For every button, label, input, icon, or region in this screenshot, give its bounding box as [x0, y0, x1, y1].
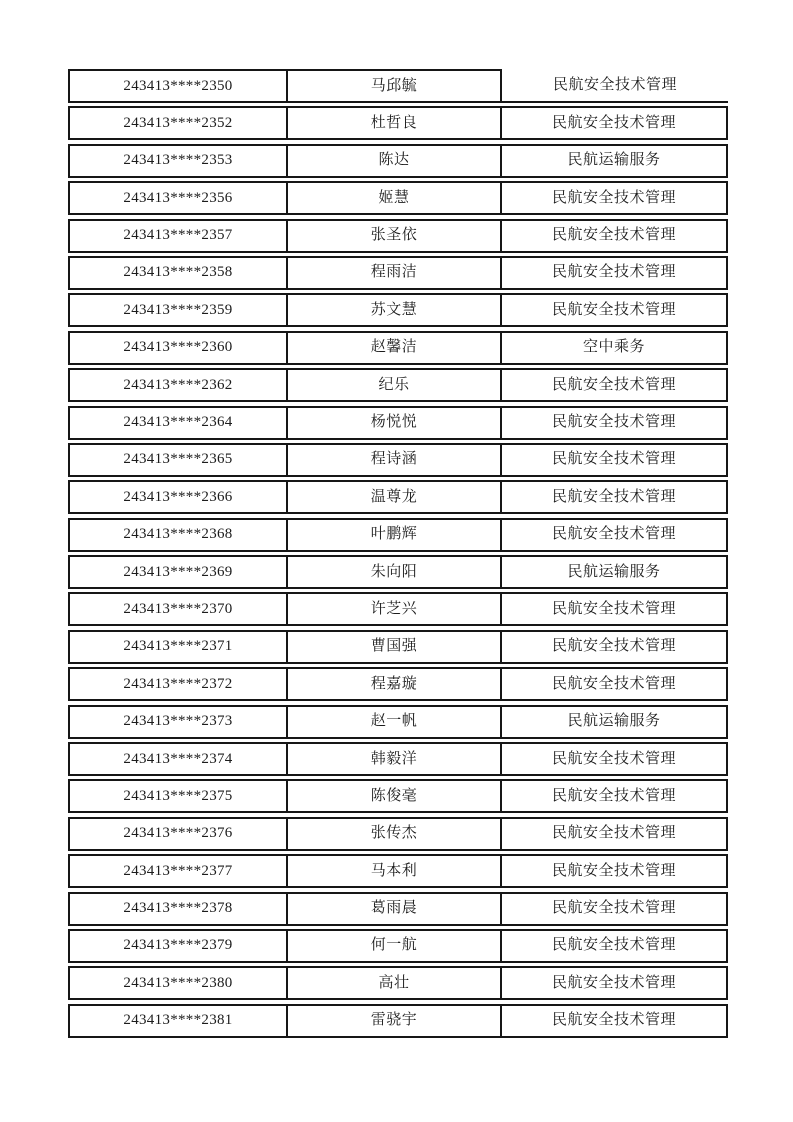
major-cell: 民航运输服务: [502, 144, 728, 178]
student-name-cell: 赵馨洁: [288, 331, 502, 365]
major-cell: 民航安全技术管理: [502, 181, 728, 215]
exam-id-cell: 243413****2372: [68, 667, 288, 701]
exam-id-cell: 243413****2378: [68, 892, 288, 926]
exam-id-cell: 243413****2370: [68, 592, 288, 626]
exam-id-cell: 243413****2358: [68, 256, 288, 290]
student-name-cell: 温尊龙: [288, 480, 502, 514]
major-cell: 民航安全技术管理: [502, 630, 728, 664]
exam-id-cell: 243413****2359: [68, 293, 288, 327]
student-name-cell: 杨悦悦: [288, 406, 502, 440]
exam-id-cell: 243413****2374: [68, 742, 288, 776]
exam-id-cell: 243413****2362: [68, 368, 288, 402]
student-name-cell: 苏文慧: [288, 293, 502, 327]
major-cell: 民航安全技术管理: [502, 817, 728, 851]
exam-id-cell: 243413****2369: [68, 555, 288, 589]
table-row: [68, 106, 728, 140]
student-name-cell: 姬慧: [288, 181, 502, 215]
table-row: [68, 892, 728, 926]
exam-id-cell: 243413****2375: [68, 779, 288, 813]
exam-id-cell: 243413****2380: [68, 966, 288, 1000]
table-row: [68, 742, 728, 776]
major-cell: 民航安全技术管理: [502, 966, 728, 1000]
major-cell: 民航安全技术管理: [502, 293, 728, 327]
table-row: [68, 219, 728, 253]
table-row: [68, 69, 728, 103]
major-cell: 民航安全技术管理: [502, 219, 728, 253]
table-row: [68, 630, 728, 664]
exam-id-cell: 243413****2368: [68, 518, 288, 552]
table-row: [68, 929, 728, 963]
student-name-cell: 张圣依: [288, 219, 502, 253]
table-row: [68, 443, 728, 477]
student-name-cell: 马本利: [288, 854, 502, 888]
student-name-cell: 程雨洁: [288, 256, 502, 290]
table-row: [68, 256, 728, 290]
major-cell: 民航安全技术管理: [502, 854, 728, 888]
table-row: [68, 817, 728, 851]
student-name-cell: 韩毅洋: [288, 742, 502, 776]
exam-id-cell: 243413****2353: [68, 144, 288, 178]
exam-id-cell: 243413****2379: [68, 929, 288, 963]
major-cell: 民航安全技术管理: [502, 69, 728, 103]
major-cell: 民航安全技术管理: [502, 779, 728, 813]
table-row: [68, 368, 728, 402]
student-name-cell: 张传杰: [288, 817, 502, 851]
major-cell: 民航安全技术管理: [502, 443, 728, 477]
major-cell: 民航安全技术管理: [502, 742, 728, 776]
student-name-cell: 马邱毓: [288, 69, 502, 103]
student-name-cell: 朱向阳: [288, 555, 502, 589]
table-row: [68, 1004, 728, 1038]
table-row: [68, 181, 728, 215]
exam-id-cell: 243413****2377: [68, 854, 288, 888]
student-name-cell: 程诗涵: [288, 443, 502, 477]
exam-id-cell: 243413****2356: [68, 181, 288, 215]
table-row: [68, 518, 728, 552]
exam-id-cell: 243413****2350: [68, 69, 288, 103]
exam-id-cell: 243413****2360: [68, 331, 288, 365]
student-name-cell: 陈达: [288, 144, 502, 178]
major-cell: 民航安全技术管理: [502, 256, 728, 290]
exam-id-cell: 243413****2366: [68, 480, 288, 514]
major-cell: 民航安全技术管理: [502, 106, 728, 140]
student-name-cell: 杜哲良: [288, 106, 502, 140]
table-row: [68, 667, 728, 701]
student-name-cell: 雷骁宇: [288, 1004, 502, 1038]
student-name-cell: 许芝兴: [288, 592, 502, 626]
admission-list-table: [68, 69, 728, 1038]
major-cell: 空中乘务: [502, 331, 728, 365]
major-cell: 民航安全技术管理: [502, 406, 728, 440]
table-row: [68, 480, 728, 514]
major-cell: 民航安全技术管理: [502, 592, 728, 626]
table-row: [68, 854, 728, 888]
student-name-cell: 赵一帆: [288, 705, 502, 739]
major-cell: 民航安全技术管理: [502, 480, 728, 514]
table-row: [68, 331, 728, 365]
student-name-cell: 高壮: [288, 966, 502, 1000]
table-row: [68, 779, 728, 813]
table-row: [68, 555, 728, 589]
major-cell: 民航安全技术管理: [502, 929, 728, 963]
exam-id-cell: 243413****2376: [68, 817, 288, 851]
major-cell: 民航运输服务: [502, 555, 728, 589]
major-cell: 民航安全技术管理: [502, 892, 728, 926]
table-row: [68, 705, 728, 739]
student-name-cell: 陈俊毫: [288, 779, 502, 813]
exam-id-cell: 243413****2352: [68, 106, 288, 140]
exam-id-cell: 243413****2364: [68, 406, 288, 440]
exam-id-cell: 243413****2373: [68, 705, 288, 739]
exam-id-cell: 243413****2371: [68, 630, 288, 664]
student-name-cell: 纪乐: [288, 368, 502, 402]
major-cell: 民航安全技术管理: [502, 1004, 728, 1038]
major-cell: 民航安全技术管理: [502, 667, 728, 701]
student-name-cell: 何一航: [288, 929, 502, 963]
table-row: [68, 406, 728, 440]
major-cell: 民航安全技术管理: [502, 368, 728, 402]
exam-id-cell: 243413****2381: [68, 1004, 288, 1038]
table-row: [68, 144, 728, 178]
exam-id-cell: 243413****2357: [68, 219, 288, 253]
student-name-cell: 程嘉璇: [288, 667, 502, 701]
major-cell: 民航运输服务: [502, 705, 728, 739]
student-name-cell: 曹国强: [288, 630, 502, 664]
table-row: [68, 966, 728, 1000]
exam-id-cell: 243413****2365: [68, 443, 288, 477]
table-row: [68, 592, 728, 626]
student-name-cell: 叶鹏辉: [288, 518, 502, 552]
table-row: [68, 293, 728, 327]
student-name-cell: 葛雨晨: [288, 892, 502, 926]
major-cell: 民航安全技术管理: [502, 518, 728, 552]
